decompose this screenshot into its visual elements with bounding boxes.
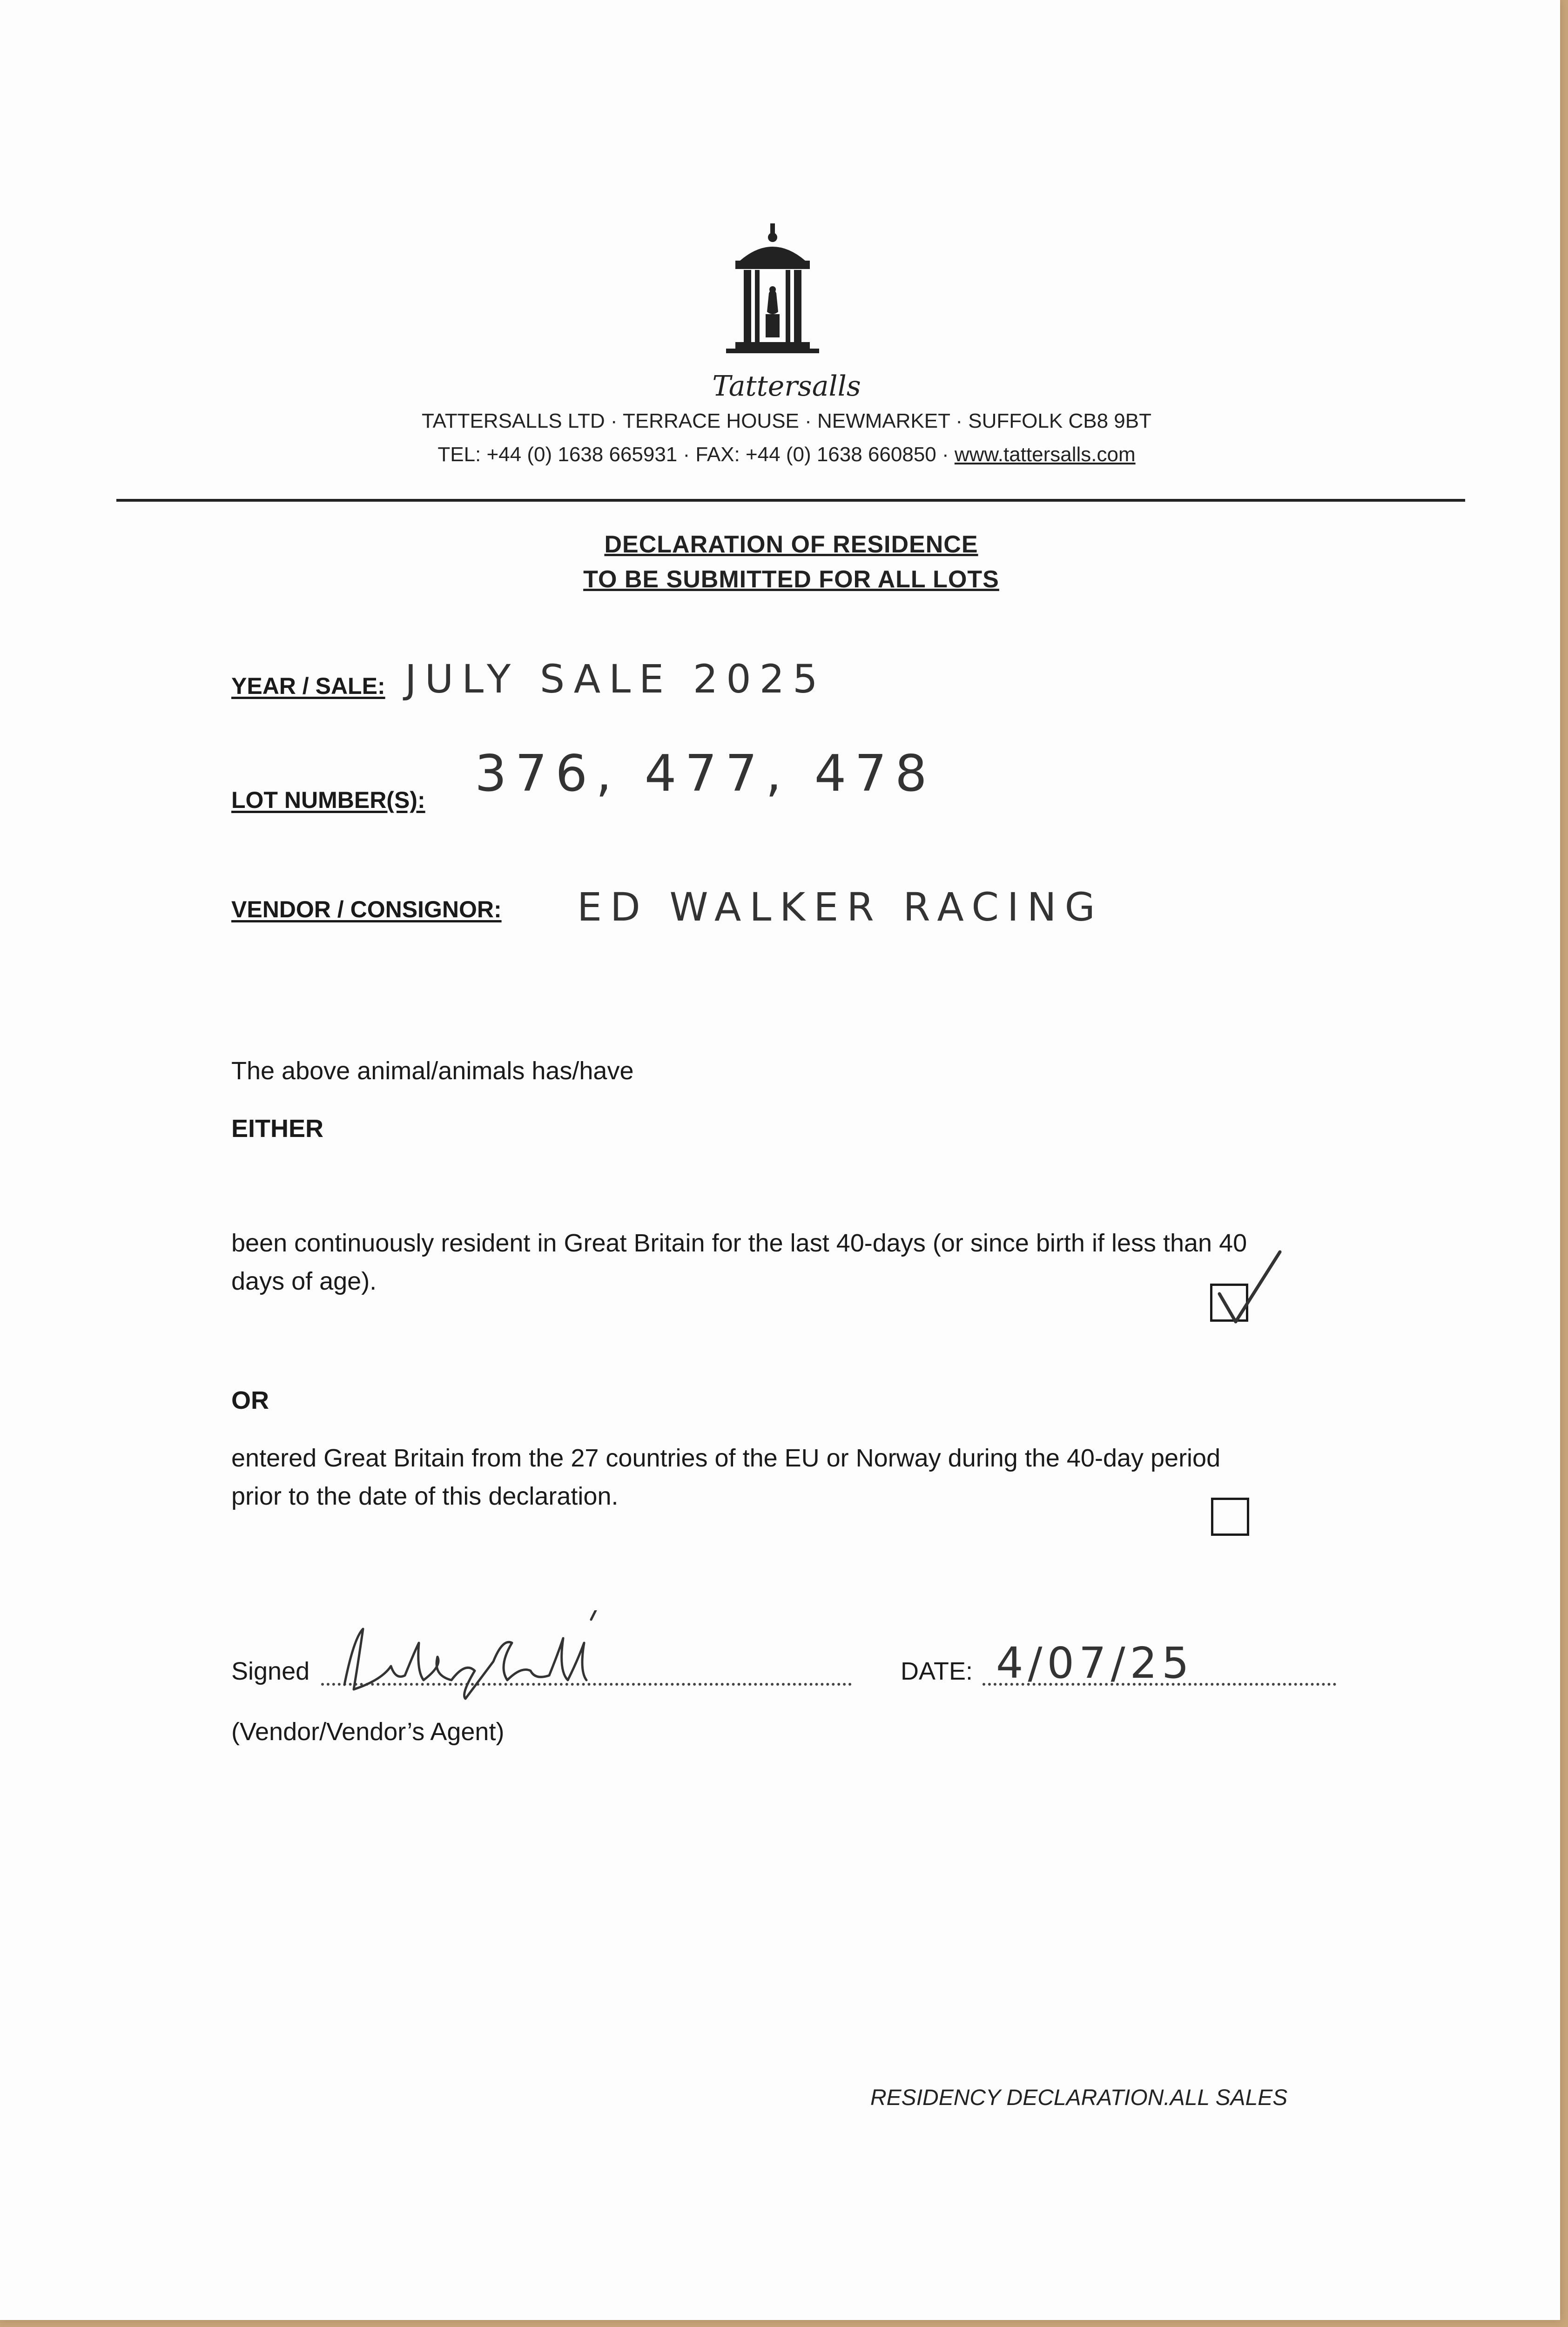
date-label: DATE: — [901, 1657, 973, 1685]
option1-line1: been continuously resident in Great Britain for the last 40-days (or since birth if less than 40 — [231, 1229, 1247, 1257]
year-sale-label: YEAR / SALE: — [231, 673, 385, 699]
either-label: EITHER — [231, 1115, 324, 1143]
option2-text — [231, 1439, 1220, 1515]
year-sale-value[interactable]: JULY SALE 2025 — [405, 656, 826, 702]
signed-label: Signed — [231, 1657, 310, 1685]
statement-intro: The above animal/animals has/have — [231, 1057, 634, 1085]
website-link[interactable]: www.tattersalls.com — [954, 443, 1136, 466]
option2-checkbox[interactable] — [1211, 1498, 1249, 1536]
or-label: OR — [231, 1386, 269, 1414]
address-line: TATTERSALLS LTD · TERRACE HOUSE · NEWMARKET · SUFFOLK CB8 9BT — [422, 410, 1151, 432]
option1-text — [231, 1224, 1247, 1300]
date-value[interactable]: 4/07/25 — [996, 1638, 1194, 1688]
vendor-label: VENDOR / CONSIGNOR: — [231, 896, 502, 922]
option2-line1: entered Great Britain from the 27 countries of the EU or Norway during the 40-day period — [231, 1444, 1221, 1472]
check-mark-icon — [1201, 1233, 1285, 1336]
signer-role: (Vendor/Vendor’s Agent) — [231, 1718, 505, 1746]
vendor-value[interactable]: ED WALKER RACING — [577, 884, 1104, 930]
lot-numbers-label: LOT NUMBER(S): — [231, 787, 425, 813]
form-footer: RESIDENCY DECLARATION.ALL SALES — [870, 2085, 1288, 2110]
brand-name: Tattersalls — [712, 370, 861, 403]
option1-line2: days of age). — [231, 1267, 377, 1295]
form-title: DECLARATION OF RESIDENCE — [604, 531, 978, 558]
contact-numbers: TEL: +44 (0) 1638 665931 · FAX: +44 (0) 1638 660850 · — [437, 443, 955, 466]
contact-line — [326, 443, 1247, 466]
lot-numbers-value[interactable]: 376, 477, 478 — [475, 745, 935, 803]
rotunda-statue-logo — [726, 223, 819, 363]
form-subtitle: TO BE SUBMITTED FOR ALL LOTS — [583, 566, 999, 593]
option2-line2: prior to the date of this declaration. — [231, 1482, 619, 1510]
handwritten-signature — [326, 1610, 652, 1703]
header-divider — [116, 499, 1465, 502]
